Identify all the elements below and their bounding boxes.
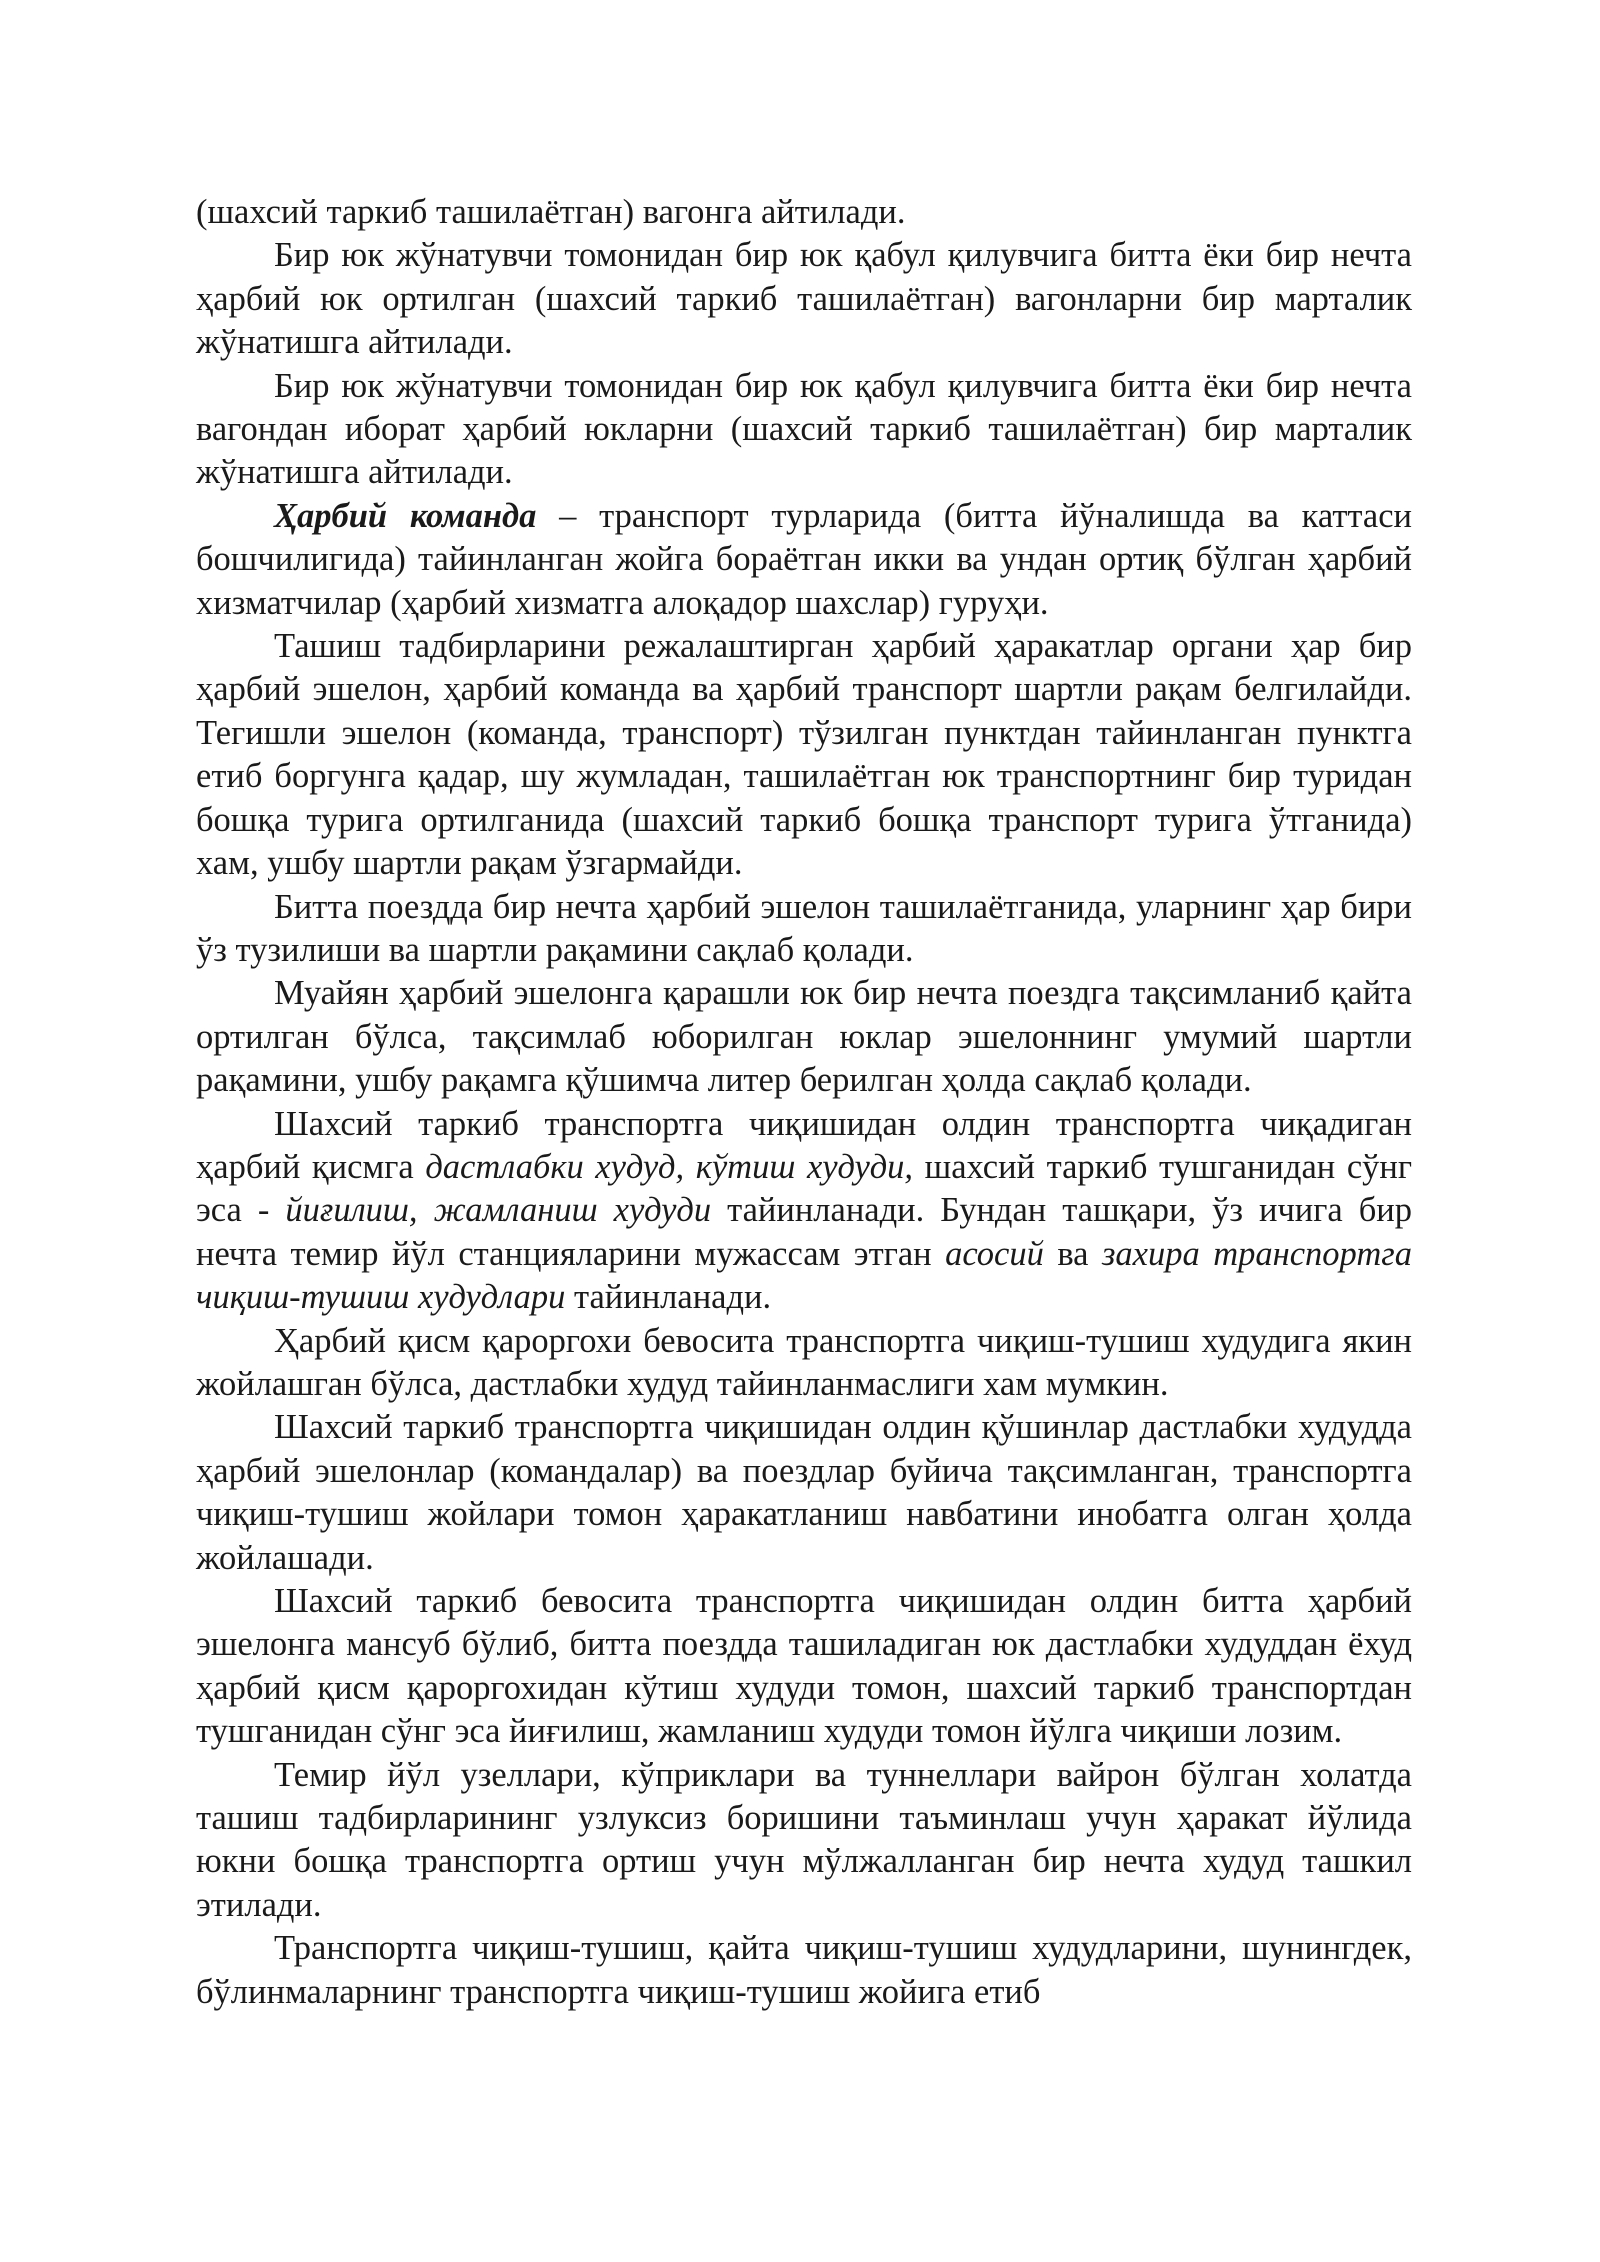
paragraph-text: – транспорт турларида (битта йўналишда ва каттаси бошчилигида) тайинланган жойга бораётган икки ва ундан ортиқ бўлган ҳарбий хизматчилар (ҳарбий хизматга алоқадор шахслар) гуруҳи.	[196, 496, 1412, 622]
paragraph-text: ва	[1043, 1234, 1102, 1273]
paragraph-text: Шахсий таркиб транспортга чиқишидан олдин транспортга чиқадиган ҳарбий қисмга	[196, 1104, 1412, 1186]
paragraph-text: Муайян ҳарбий эшелонга қарашли юк бир нечта поездга тақсимланиб қайта ортилган бўлса, тақсимлаб юборилган юклар эшелоннинг умумий шартли рақамини, ушбу рақамга қўшимча литер берилган ҳолда сақлаб қолади.	[196, 974, 1412, 1100]
paragraph-text: Шахсий таркиб бевосита транспортга чиқишидан олдин битта ҳарбий эшелонга мансуб бўлиб, битта поездда ташиладиган юк дастлабки худуддан ёхуд ҳарбий қисм қароргохидан кўтиш худуди томон, шахсий таркиб транспортдан тушганидан сўнг эса йиғилиш, жамланиш худуди томон йўлга чиқиши лозим.	[196, 1582, 1412, 1751]
paragraph	[196, 886, 1412, 973]
italic-term: дастлабки худуд, кўтиш худуди,	[425, 1147, 914, 1186]
paragraph	[196, 1103, 1412, 1320]
paragraph	[196, 365, 1412, 495]
paragraph	[196, 1406, 1412, 1580]
defined-term: Ҳарбий команда	[274, 496, 537, 535]
paragraph	[196, 1320, 1412, 1407]
paragraph	[196, 1580, 1412, 1754]
paragraph	[196, 234, 1412, 364]
paragraph-text: Бир юк жўнатувчи томонидан бир юк қабул қилувчига битта ёки бир нечта ҳарбий юк ортилган (шахсий таркиб ташилаётган) вагонларни бир марталик жўнатишга айтилади.	[196, 236, 1412, 362]
paragraph	[196, 625, 1412, 885]
paragraph-text: Ташиш тадбирларини режалаштирган ҳарбий ҳаракатлар органи ҳар бир ҳарбий эшелон, ҳарбий команда ва ҳарбий транспорт шартли рақам белгилайди. Тегишли эшелон (команда, транспорт) тўзилган пунктдан тайинланган пунктга етиб боргунга қадар, шу жумладан, ташилаётган юк транспортнинг бир туридан бошқа турига ортилганида (шахсий таркиб бошқа транспорт турига ўтганида) хам, ушбу шартли рақам ўзгармайди.	[196, 627, 1412, 883]
italic-term: йиғилиш, жамланиш худуди	[285, 1191, 712, 1230]
paragraph-text: Темир йўл узеллари, кўприклари ва туннеллари вайрон бўлган холатда ташиш тадбирларининг узлуксиз боришини таъминлаш учун ҳаракат йўлида юкни бошқа транспортга ортиш учун мўлжалланган бир нечта худуд ташкил этилади.	[196, 1755, 1412, 1924]
definition-paragraph	[196, 495, 1412, 625]
document-page	[196, 191, 1412, 2014]
italic-term: асосий	[945, 1234, 1044, 1273]
paragraph	[196, 1927, 1412, 2014]
paragraph-text: Бир юк жўнатувчи томонидан бир юк қабул қилувчига битта ёки бир нечта вагондан иборат ҳарбий юкларни (шахсий таркиб ташилаётган) бир марталик жўнатишга айтилади.	[196, 366, 1412, 492]
paragraph-text: Ҳарбий қисм қароргохи бевосита транспортга чиқиш-тушиш худудига якин жойлашган бўлса, дастлабки худуд тайинланмаслиги хам мумкин.	[196, 1321, 1412, 1403]
paragraph	[196, 1754, 1412, 1928]
paragraph-text: Битта поездда бир нечта ҳарбий эшелон ташилаётганида, уларнинг ҳар бири ўз тузилиши ва шартли рақамини сақлаб қолади.	[196, 887, 1412, 969]
paragraph	[196, 972, 1412, 1102]
paragraph-text: тайинланади.	[565, 1278, 772, 1317]
paragraph-text: Шахсий таркиб транспортга чиқишидан олдин қўшинлар дастлабки худудда ҳарбий эшелонлар (командалар) ва поездлар буйича тақсимланган, транспортга чиқиш-тушиш жойлари томон ҳаракатланиш навбатини инобатга олган ҳолда жойлашади.	[196, 1408, 1412, 1577]
paragraph-text: Транспортга чиқиш-тушиш, қайта чиқиш-тушиш худудларини, шунингдек, бўлинмаларнинг транспортга чиқиш-тушиш жойига етиб	[196, 1929, 1412, 2011]
paragraph-text: шахсий таркиб тушганидан сўнг эса -	[196, 1147, 1412, 1230]
italic-term: захира транспортга чиқиш-тушиш худудлари	[196, 1234, 1412, 1317]
paragraph-text: (шахсий таркиб ташилаётган) вагонга айтилади.	[196, 193, 906, 231]
paragraph-text: тайинланади. Бундан ташқари, ўз ичига бир нечта темир йўл станцияларини мужассам этган	[196, 1191, 1413, 1273]
paragraph	[196, 191, 1412, 234]
